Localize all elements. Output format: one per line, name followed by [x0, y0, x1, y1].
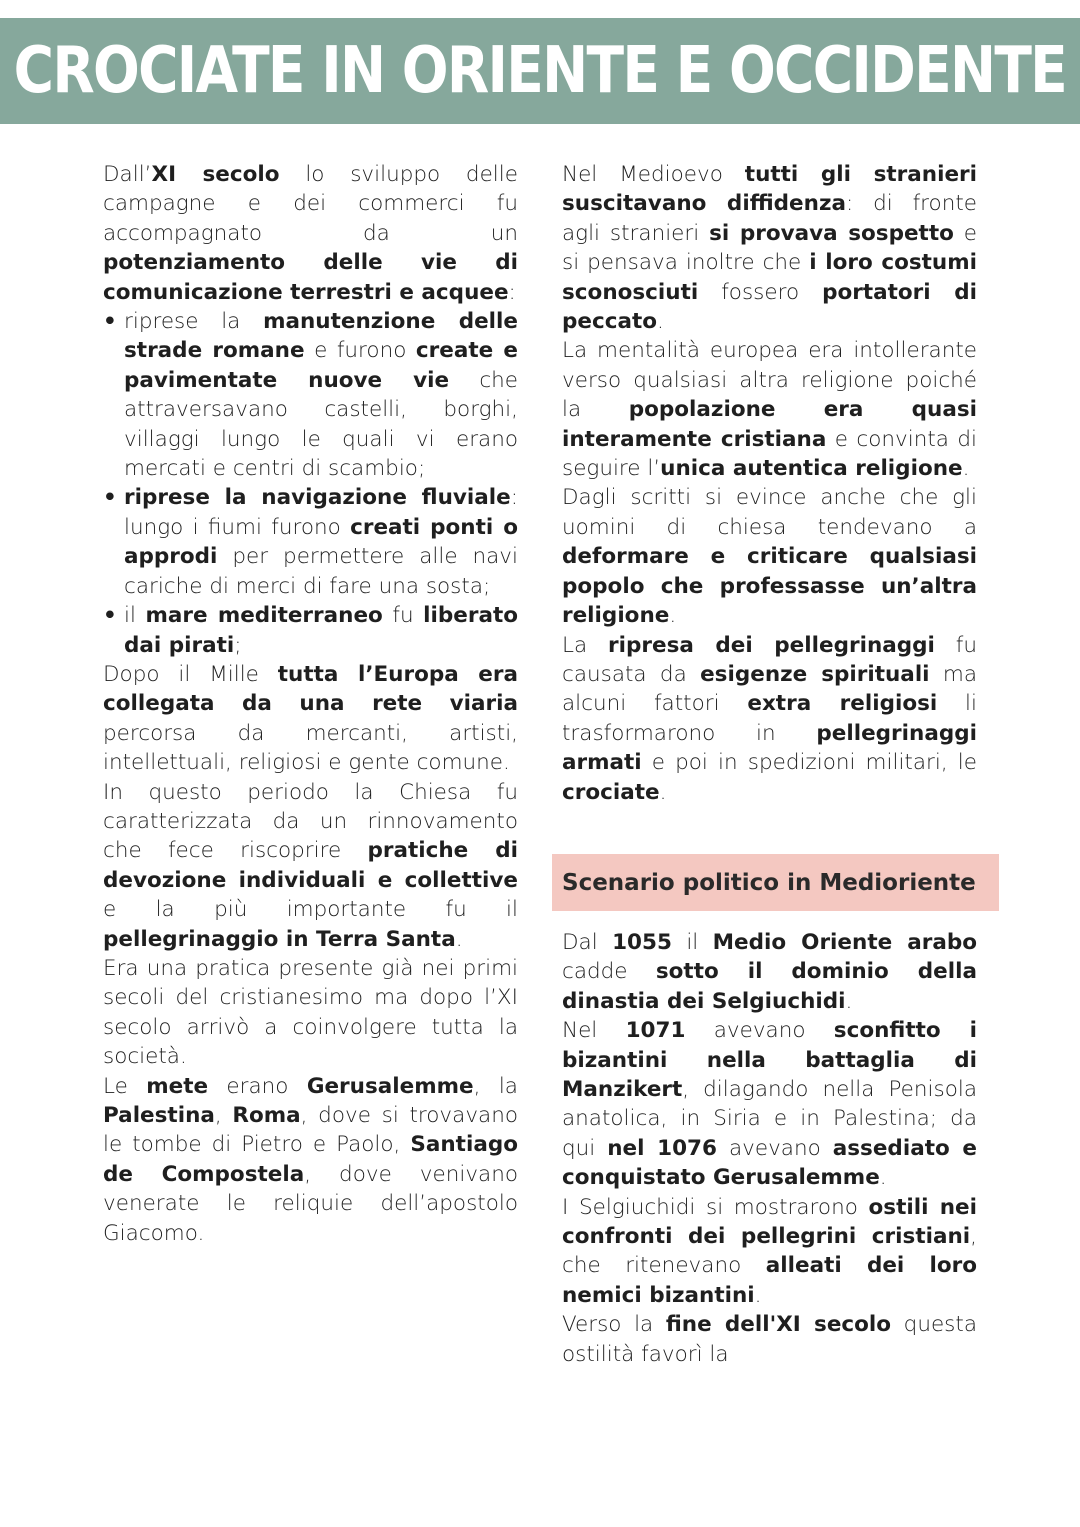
bold-text: fine dell'XI secolo: [665, 1312, 892, 1338]
bold-text: mete: [146, 1073, 209, 1099]
list-item: [103, 483, 518, 601]
text-run: questa ostilità favorì la: [562, 1312, 977, 1367]
bold-text: ripresa dei pellegrinaggi: [608, 632, 935, 658]
text-run: .: [754, 1282, 762, 1308]
bullet-list: [103, 307, 518, 660]
bold-text: si provava sospetto: [709, 220, 954, 246]
bold-text: sotto il dominio della dinastia dei Selgiuchidi: [562, 959, 977, 1014]
text-run: percorsa da mercanti, artisti, intellettuali, religiosi e gente comune.: [103, 720, 518, 776]
bold-text: tutti gli stranieri suscitavano diffidenza: [562, 162, 977, 217]
text-run: .: [879, 1165, 887, 1191]
bold-text: riprese la navigazione fluviale: [124, 485, 511, 511]
text-run: Dal: [562, 930, 613, 955]
text-run: Dagli scritti si evince anche che gli uomini di chiesa tendevano a: [562, 485, 977, 540]
text-run: Le: [103, 1073, 147, 1099]
text-run: ;: [234, 632, 242, 658]
bold-text: alleati dei loro nemici bizantini: [562, 1253, 977, 1308]
bold-text: create e pavimentate nuove vie: [124, 338, 518, 393]
text-run: .: [669, 603, 677, 629]
paragraph: [562, 928, 977, 1016]
right-column: [562, 160, 977, 807]
bold-text: manutenzione delle strade romane: [124, 309, 518, 364]
text-run: ,: [214, 1103, 233, 1128]
paragraph: [103, 954, 518, 1072]
text-run: La mentalità europea era intollerante verso qualsiasi altra religione poiché la: [562, 338, 977, 423]
bold-text: creati ponti o approdi: [124, 514, 518, 570]
title-banner: [0, 18, 1080, 124]
text-run: , dilagando nella Penisola anatolica, in Siria e in Palestina; da qui: [562, 1077, 977, 1161]
bold-text: crociate: [562, 779, 660, 805]
text-run: Dall’: [103, 162, 152, 187]
bold-text: Santiago de Compostela: [103, 1132, 518, 1187]
bold-text: Medio Oriente arabo: [712, 930, 977, 955]
left-column: [103, 160, 518, 1248]
paragraph: [562, 160, 977, 336]
text-run: Era una pratica presente già nei primi secoli del cristianesimo ma dopo l’XI secolo arrivò a coinvolgere tutta la società.: [103, 955, 518, 1070]
text-run: .: [845, 988, 853, 1014]
paragraph: [103, 160, 518, 307]
bold-text: 1055: [612, 930, 672, 955]
bold-text: extra religiosi: [747, 691, 938, 717]
bold-text: portatori di peccato: [562, 279, 977, 335]
bold-text: nel 1076: [607, 1135, 717, 1161]
text-run: erano: [208, 1073, 307, 1099]
bold-text: mare mediterraneo: [145, 603, 383, 629]
bold-text: deformare e criticare qualsiasi popolo che professasse un’altra religione: [562, 544, 977, 629]
bold-text: sconfitto i bizantini nella battaglia di Manzikert: [562, 1018, 977, 1103]
right-column-section: [562, 928, 977, 1369]
bold-text: esigenze spirituali: [700, 661, 930, 687]
bold-text: Gerusalemme: [306, 1073, 474, 1099]
bold-text: potenziamento delle vie di comunicazione terrestri e acquee: [103, 250, 518, 305]
paragraph: [103, 660, 518, 778]
text-run: .: [962, 456, 970, 482]
text-run: , dove venivano venerate le reliquie dell’apostolo Giacomo.: [103, 1161, 518, 1246]
section-heading: Scenario politico in Medioriente: [552, 854, 999, 911]
text-run: lo sviluppo delle campagne e dei commerci fu accompagnato da un: [103, 162, 518, 246]
text-run: .: [659, 779, 667, 805]
text-run: avevano: [685, 1018, 834, 1044]
text-run: riprese la: [124, 309, 264, 335]
text-run: fu: [382, 603, 424, 629]
bold-text: XI secolo: [151, 162, 280, 187]
paragraph: [562, 1016, 977, 1192]
text-run: : di fronte agli stranieri: [562, 191, 977, 246]
paragraph: [562, 1193, 977, 1311]
bold-text: i loro costumi sconosciuti: [562, 250, 977, 305]
bold-text: Roma: [232, 1103, 301, 1128]
bold-text: pellegrinaggio in Terra Santa: [103, 926, 456, 952]
list-item: [103, 601, 518, 660]
text-run: In questo periodo la Chiesa fu caratterizzata da un rinnovamento che fece riscoprire: [103, 779, 518, 864]
bold-text: assediato e conquistato Gerusalemme: [562, 1135, 977, 1191]
text-run: Dopo il Mille: [103, 661, 278, 687]
text-run: La: [562, 632, 609, 658]
text-run: :: [508, 279, 516, 305]
text-run: Verso la: [562, 1312, 666, 1338]
bold-text: tutta l’Europa era collegata da una rete viaria: [103, 661, 518, 717]
paragraph: [103, 1072, 518, 1248]
text-run: fossero: [698, 279, 823, 305]
text-run: Nel Medioevo: [562, 162, 745, 187]
text-run: che attraversavano castelli, borghi, villaggi lungo le quali vi erano mercati e centri di scambio;: [124, 367, 518, 482]
text-run: li trasformarono in: [562, 691, 978, 746]
text-run: Nel: [562, 1018, 626, 1044]
bold-text: liberato dai pirati: [124, 603, 519, 658]
text-run: : lungo i fiumi furono: [124, 485, 518, 540]
text-run: , dove si trovavano le tombe di Pietro e Paolo,: [103, 1103, 518, 1158]
text-run: .: [657, 309, 664, 335]
paragraph: [562, 1310, 977, 1369]
paragraph: [562, 631, 977, 807]
text-run: fu causata da: [562, 632, 977, 687]
bold-text: popolazione era quasi interamente cristiana: [562, 397, 978, 452]
text-run: e poi in spedizioni militari, le: [641, 750, 977, 776]
text-run: e convinta di seguire l’: [562, 426, 977, 482]
text-run: cadde: [562, 959, 656, 985]
text-run: e furono: [304, 338, 416, 364]
list-item: [103, 307, 518, 483]
paragraph: [562, 483, 977, 630]
page-title: CROCIATE IN ORIENTE E OCCIDENTE: [13, 34, 1067, 108]
text-run: .: [455, 926, 463, 952]
text-run: il: [671, 930, 713, 955]
bold-text: pellegrinaggi armati: [562, 720, 977, 776]
text-run: il: [124, 603, 146, 629]
text-run: avevano: [716, 1135, 833, 1161]
bold-text: unica autentica religione: [660, 456, 963, 482]
text-run: ma alcuni fattori: [562, 661, 978, 717]
text-run: , la: [473, 1073, 518, 1099]
bold-text: ostili nei confronti dei pellegrini cristiani: [562, 1194, 977, 1250]
text-run: per permettere alle navi cariche di merci di fare una sosta;: [124, 544, 518, 599]
text-run: I Selgiuchidi si mostrarono: [562, 1194, 869, 1220]
text-run: e si pensava inoltre che: [562, 220, 978, 276]
paragraph: [103, 778, 518, 954]
bold-text: 1071: [625, 1018, 686, 1044]
bold-text: pratiche di devozione individuali e collettive: [103, 838, 518, 893]
paragraph: [562, 336, 977, 483]
bold-text: Palestina: [103, 1103, 215, 1128]
text-run: , che ritenevano: [562, 1224, 977, 1279]
text-run: e la più importante fu il: [103, 897, 518, 923]
